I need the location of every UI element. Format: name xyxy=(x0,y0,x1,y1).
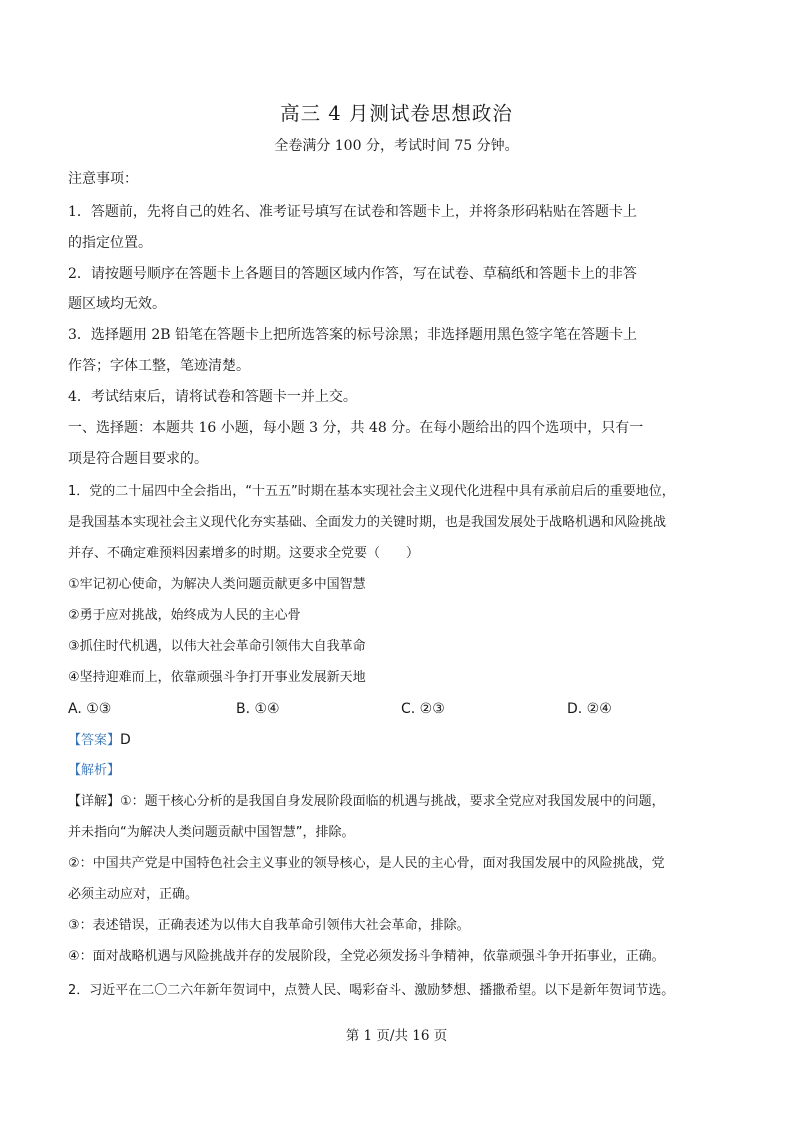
notice-line: 作答；字体工整，笔迹清楚。 xyxy=(68,358,250,374)
detail-line: ④：面对战略机遇与风险挑战并存的发展阶段，全党必须发扬斗争精神，依靠顽强斗争开拓事业，正确。 xyxy=(68,949,665,964)
question-stem: 是我国基本实现社会主义现代化夯实基础、全面发力的关键时期，也是我国发展处于战略机遇和风险挑战 xyxy=(68,515,667,530)
page-title: 高三 4 月测试卷思想政治 xyxy=(280,102,513,125)
detail-line xyxy=(68,792,665,812)
notice-heading: 注意事项： xyxy=(68,171,138,187)
statement-item: ③抓住时代机遇，以伟大社会革命引领伟大自我革命 xyxy=(68,639,366,654)
detail-tag: 【详解】 xyxy=(68,794,121,809)
option-b: B. ①④ xyxy=(236,701,280,717)
option-d: D. ②④ xyxy=(567,701,612,717)
question-stem: 并存、不确定难预料因素增多的时期。这要求全党要（ ） xyxy=(68,546,420,561)
detail-line: 并未指向“为解决人类问题贡献中国智慧”，排除。 xyxy=(68,825,355,840)
statement-item: ①牢记初心使命，为解决人类问题贡献更多中国智慧 xyxy=(68,577,366,592)
detail-text: ①：题干核心分析的是我国自身发展阶段面临的机遇与挑战，要求全党应对我国发展中的问题， xyxy=(120,794,665,809)
notice-line: 题区域均无效。 xyxy=(68,296,166,312)
statement-item: ②勇于应对挑战，始终成为人民的主心骨 xyxy=(68,608,301,623)
question-stem: 2．习近平在二〇二六年新年贺词中，点赞人民、喝彩奋斗、激励梦想、播撒希望。以下是新年贺词节选。 xyxy=(68,983,675,998)
notice-line: 的指定位置。 xyxy=(68,235,152,251)
page-footer: 第 1 页/共 16 页 xyxy=(345,1028,448,1044)
statement-item: ④坚持迎难而上，依靠顽强斗争打开事业发展新天地 xyxy=(68,670,366,685)
option-a: A. ①③ xyxy=(68,701,112,717)
analysis-tag: 【解析】 xyxy=(68,763,121,778)
answer-line xyxy=(68,730,131,751)
notice-line: 4．考试结束后，请将试卷和答题卡一并上交。 xyxy=(68,389,357,405)
detail-line: ③：表述错误，正确表述为以伟大自我革命引领伟大社会革命，排除。 xyxy=(68,918,470,933)
answer-tag: 【答案】 xyxy=(68,733,121,748)
notice-line: 2．请按题号顺序在答题卡上各题目的答题区域内作答，写在试卷、草稿纸和答题卡上的非答 xyxy=(68,266,637,282)
notice-line: 3．选择题用 2B 铅笔在答题卡上把所选答案的标号涂黑；非选择题用黑色签字笔在答题卡上 xyxy=(68,327,638,343)
detail-line: 必须主动应对，正确。 xyxy=(68,887,199,902)
answer-value: D xyxy=(120,732,131,748)
notice-line: 1．答题前，先将自己的姓名、准考证号填写在试卷和答题卡上，并将条形码粘贴在答题卡上 xyxy=(68,204,637,220)
detail-line: ②：中国共产党是中国特色社会主义事业的领导核心，是人民的主心骨，面对我国发展中的风险挑战，党 xyxy=(68,856,665,871)
section-heading: 一、选择题：本题共 16 小题，每小题 3 分，共 48 分。在每小题给出的四个选项中，只有一 xyxy=(68,420,644,436)
question-stem: 1．党的二十届四中全会指出，“十五五”时期在基本实现社会主义现代化进程中具有承前启后的重要地位， xyxy=(68,484,675,499)
section-heading: 项是符合题目要求的。 xyxy=(68,451,208,467)
page-subtitle: 全卷满分 100 分，考试时间 75 分钟。 xyxy=(274,138,519,154)
option-c: C. ②③ xyxy=(401,701,445,717)
